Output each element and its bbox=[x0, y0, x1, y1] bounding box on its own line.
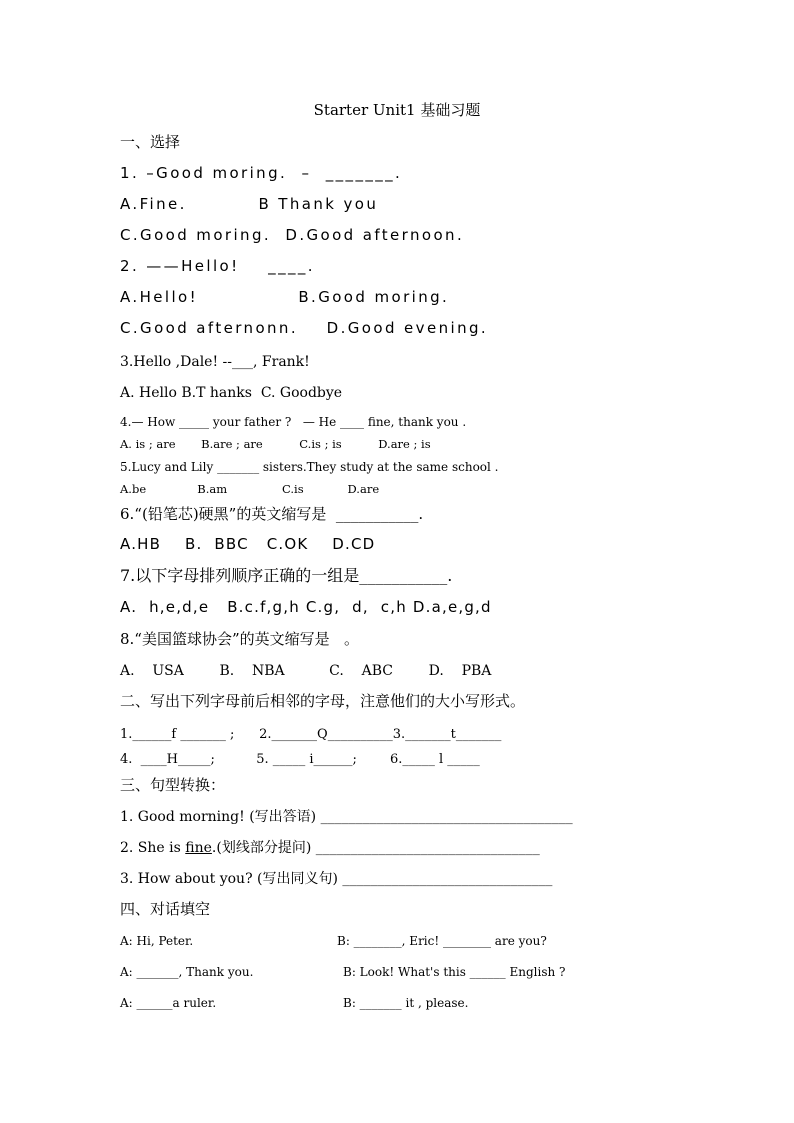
letters-row-1: 1.______f _______ ; 2._______Q__________3._______t_______ bbox=[120, 727, 502, 742]
q2-stem: 2. ——Hello! ____. bbox=[120, 257, 315, 275]
q4-options: A. is ; are B.are ; are C.is ; is D.are ; is bbox=[120, 437, 431, 451]
q1-stem: 1. –Good moring. – _______. bbox=[120, 164, 403, 182]
transform-line-3: 3. How about you? (写出同义句) ______________________________ bbox=[120, 871, 553, 887]
section-2-heading: 二、写出下列字母前后相邻的字母，注意他们的大小写形式。 bbox=[120, 692, 526, 710]
q2-options-a: A.Hello! B.Good moring. bbox=[120, 288, 450, 306]
q7-stem: 7.以下字母排列顺序正确的一组是___________. bbox=[120, 566, 453, 585]
q3-options: A. Hello B.T hanks C. Goodbye bbox=[120, 385, 343, 401]
q6-stem: 6.“(铅笔芯)硬黑”的英文缩写是 ___________. bbox=[120, 505, 424, 523]
section-4-heading: 四、对话填空 bbox=[120, 900, 211, 918]
letters-row-2: 4. ____H_____; 5. _____ i______; 6._____ l _____ bbox=[120, 752, 480, 767]
dialog-row-2-b: B: Look! What's this ______ English ? bbox=[343, 965, 566, 979]
q4-stem: 4.— How _____ your father ? — He ____ fine, thank you . bbox=[120, 415, 467, 429]
section-1-heading: 一、选择 bbox=[120, 133, 181, 151]
underlined-word: fine bbox=[185, 840, 212, 856]
q3-stem: 3.Hello ,Dale! --___, Frank! bbox=[120, 354, 310, 370]
q1-options-a: A.Fine. B Thank you bbox=[120, 195, 379, 213]
transform-line-2-end: .(划线部分提问) ________________________________ bbox=[211, 840, 540, 856]
q2-options-b: C.Good afternonn. D.Good evening. bbox=[120, 319, 489, 337]
dialog-row-2-a: A: _______, Thank you. bbox=[120, 965, 254, 979]
q8-stem: 8.“美国篮球协会”的英文缩写是 。 bbox=[120, 630, 359, 648]
dialog-row-3-b: B: _______ it , please. bbox=[343, 996, 469, 1010]
section-3-heading: 三、句型转换： bbox=[120, 776, 226, 794]
dialog-row-1-b: B: ________, Eric! ________ are you? bbox=[337, 934, 547, 948]
q5-stem: 5.Lucy and Lily _______ sisters.They study at the same school . bbox=[120, 460, 499, 474]
q6-options: A.HB B. BBC C.OK D.CD bbox=[120, 535, 376, 553]
transform-line-2-start: 2. She is bbox=[120, 840, 186, 856]
dialog-row-3-a: A: ______a ruler. bbox=[120, 996, 217, 1010]
q5-options: A.be B.am C.is D.are bbox=[120, 482, 380, 496]
dialog-row-1-a: A: Hi, Peter. bbox=[120, 934, 194, 948]
transform-line-2 bbox=[120, 841, 540, 855]
q8-options: A. USA B. NBA C. ABC D. PBA bbox=[120, 663, 492, 679]
q1-options-b: C.Good moring. D.Good afternoon. bbox=[120, 226, 465, 244]
q7-options: A. h,e,d,e B.c.f,g,h C.g, d, c,h D.a,e,g,d bbox=[120, 598, 492, 616]
page-title: Starter Unit1 基础习题 bbox=[313, 101, 481, 119]
transform-line-1: 1. Good morning! (写出答语) ____________________________________ bbox=[120, 809, 573, 825]
